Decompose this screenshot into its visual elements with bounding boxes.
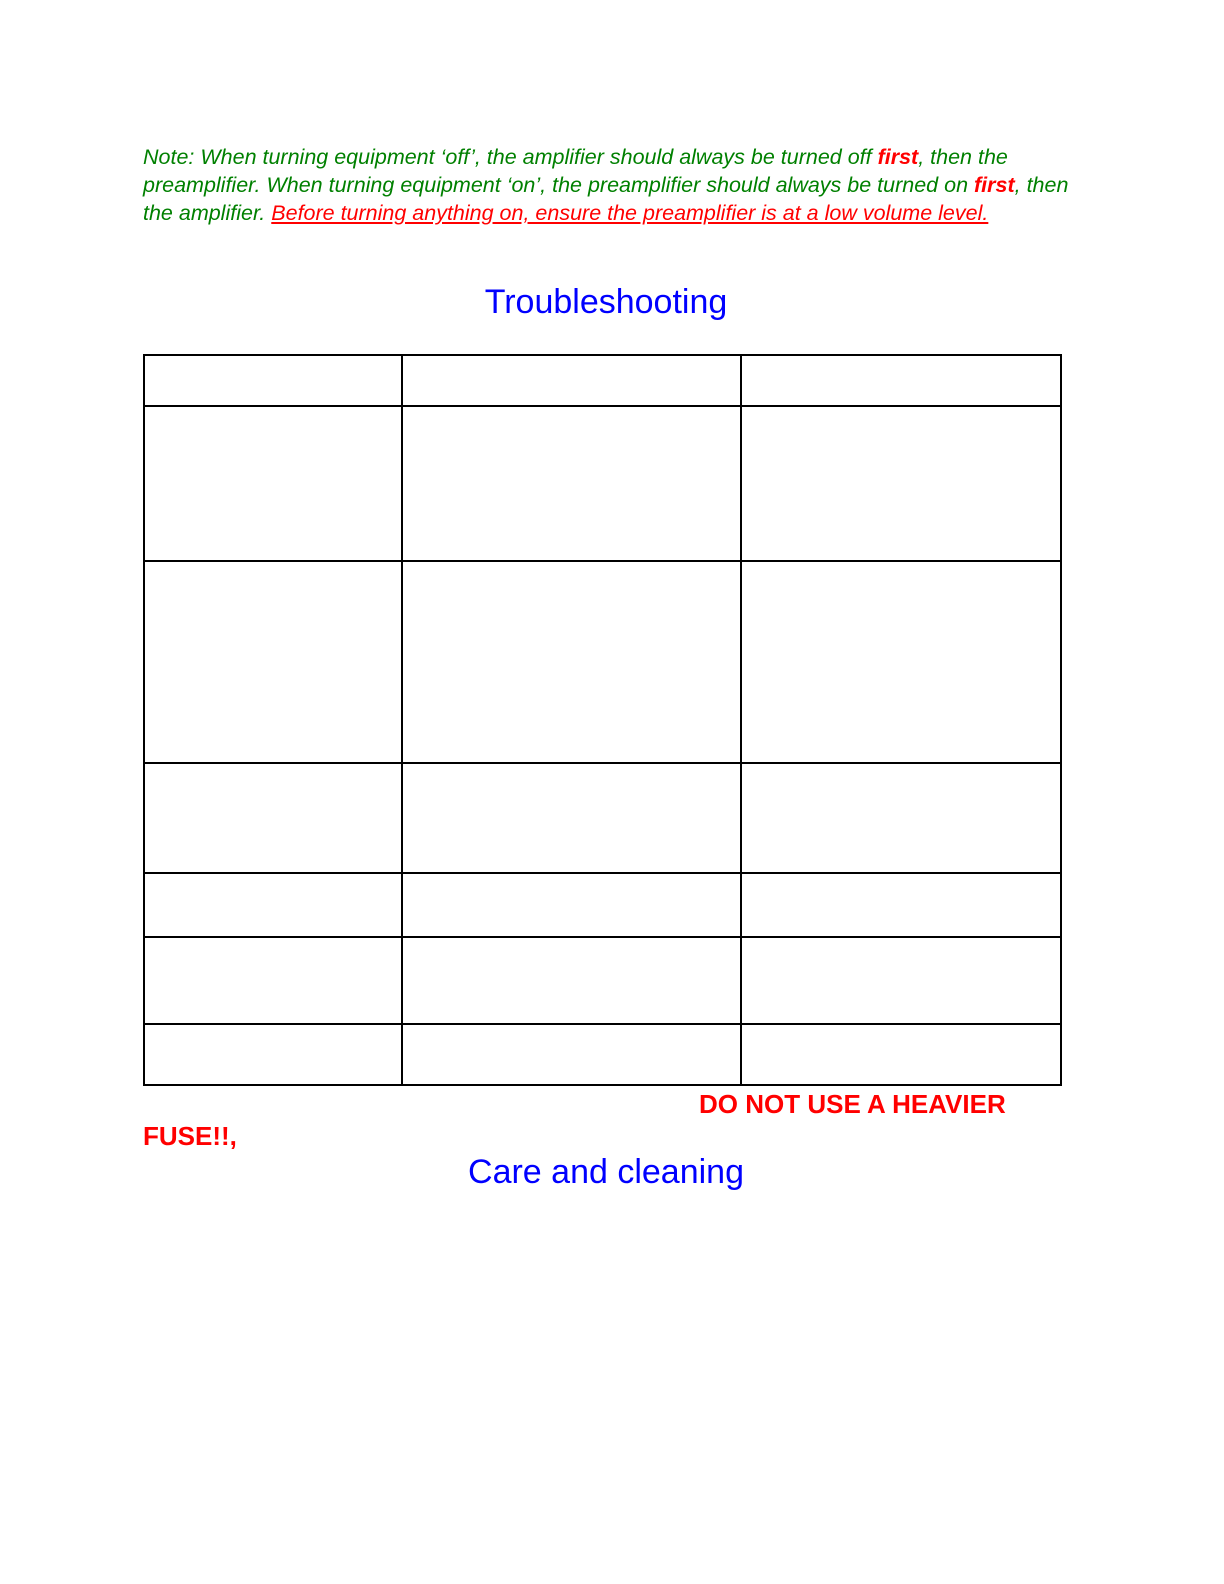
table-cell	[144, 561, 402, 763]
table-cell	[402, 406, 740, 561]
fuse-warning-line-2: FUSE!!,	[143, 1121, 237, 1151]
safety-note	[143, 143, 1073, 227]
table-cell	[144, 873, 402, 937]
table-cell	[144, 937, 402, 1024]
note-first-emphasis-2: first	[974, 173, 1015, 197]
table-cell	[144, 763, 402, 873]
table-cell	[402, 873, 740, 937]
table-row	[144, 873, 1061, 937]
table-row	[144, 561, 1061, 763]
note-text-3: , then the amplifier.	[143, 173, 1069, 225]
table-cell	[741, 355, 1061, 406]
troubleshooting-heading: Troubleshooting	[484, 283, 728, 321]
table-row	[144, 937, 1061, 1024]
table-row	[144, 355, 1061, 406]
table-cell	[741, 406, 1061, 561]
note-text-2: , then the preamplifier. When turning equipment ‘on’, the preamplifier should always be turned on	[143, 145, 1008, 197]
table-row	[144, 763, 1061, 873]
table-cell	[402, 937, 740, 1024]
table-cell	[402, 561, 740, 763]
table-row	[144, 406, 1061, 561]
table-cell	[741, 937, 1061, 1024]
table-cell	[741, 1024, 1061, 1085]
table-cell	[402, 763, 740, 873]
table-cell	[741, 763, 1061, 873]
note-first-emphasis-1: first	[877, 145, 919, 169]
table-cell	[741, 873, 1061, 937]
table-row	[144, 1024, 1061, 1085]
table-cell	[402, 1024, 740, 1085]
table-cell	[741, 561, 1061, 763]
table-cell	[402, 355, 740, 406]
note-text-1: Note: When turning equipment ‘off’, the amplifier should always be turned off	[143, 145, 878, 169]
care-and-cleaning-heading: Care and cleaning	[468, 1153, 744, 1191]
table-cell	[144, 406, 402, 561]
table-cell	[144, 1024, 402, 1085]
troubleshooting-table	[143, 354, 1062, 1086]
fuse-warning-line-1: DO NOT USE A HEAVIER	[699, 1089, 1006, 1119]
table-cell	[144, 355, 402, 406]
note-volume-warning: Before turning anything on, ensure the preamplifier is at a low volume level.	[271, 201, 989, 225]
